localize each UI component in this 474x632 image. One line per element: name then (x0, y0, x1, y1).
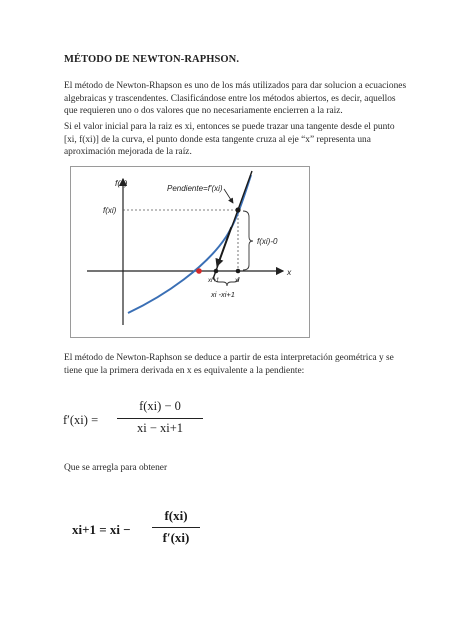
derivation-paragraph (64, 352, 416, 377)
equation2-denominator: f′(xi) (162, 530, 190, 545)
text-line: El método de Newton-Raphson se deduce a partir de esta interpretación geométrica y se (64, 353, 394, 363)
newton-raphson-figure (70, 166, 310, 338)
xi-label: xi (235, 278, 240, 284)
y-axis-label: f(x) (115, 178, 128, 188)
slope-label: Pendiente=f'(xi) (167, 184, 223, 193)
x-axis-label: x (287, 267, 292, 277)
intro-paragraph (64, 80, 416, 118)
fraction-bar (117, 418, 203, 419)
figure-svg (71, 167, 309, 337)
equation1-numerator: f(xi) − 0 (139, 399, 181, 413)
vertical-brace (243, 211, 253, 270)
vertical-distance-label: f(xi)-0 (257, 237, 278, 246)
rearrange-text: Que se arregla para obtener (64, 463, 168, 473)
equation2-numerator: f(xi) (164, 508, 188, 523)
xi1-label: xi+1 (208, 278, 220, 284)
equation2-lhs: xi+1 = xi − (72, 522, 131, 537)
fxi-label: f(xi) (103, 206, 117, 215)
equation1-lhs: f′(xi) = (63, 413, 99, 427)
text-line: algebraicas y trascendentes. Clasificándose entre los métodos abiertos, es decir, aquellos (64, 93, 396, 104)
text-line: que requieren uno o dos valores que no necesariamente encierren a la raiz. (64, 106, 343, 117)
text-line: [xi, f(xi)] de la curva, el punto donde esta tangente cruza al eje “x” representa una (64, 134, 371, 145)
text-line: tiene que la primera derivada en x es equivalente a la pendiente: (64, 365, 305, 376)
text-line: aproximación mejorada de la raíz. (64, 147, 192, 158)
horizontal-distance-label: xi -xi+1 (211, 290, 235, 299)
text-line: El método de Newton-Rhapson es uno de los más utilizados para dar solucion a ecuaciones (64, 81, 407, 91)
slope-pointer (224, 189, 233, 203)
initial-value-paragraph (64, 121, 416, 159)
document-title: MÉTODO DE NEWTON-RAPHSON. (64, 54, 240, 65)
fraction-bar (152, 527, 200, 528)
point-xi-fxi (235, 207, 240, 212)
equation1-denominator: xi − xi+1 (136, 421, 184, 435)
root-point (196, 268, 202, 274)
text-line: Si el valor inicial para la raiz es xi, entonces se puede trazar una tangente desde el punto (64, 122, 395, 132)
point-xi (236, 269, 241, 274)
point-xi1 (214, 269, 219, 274)
